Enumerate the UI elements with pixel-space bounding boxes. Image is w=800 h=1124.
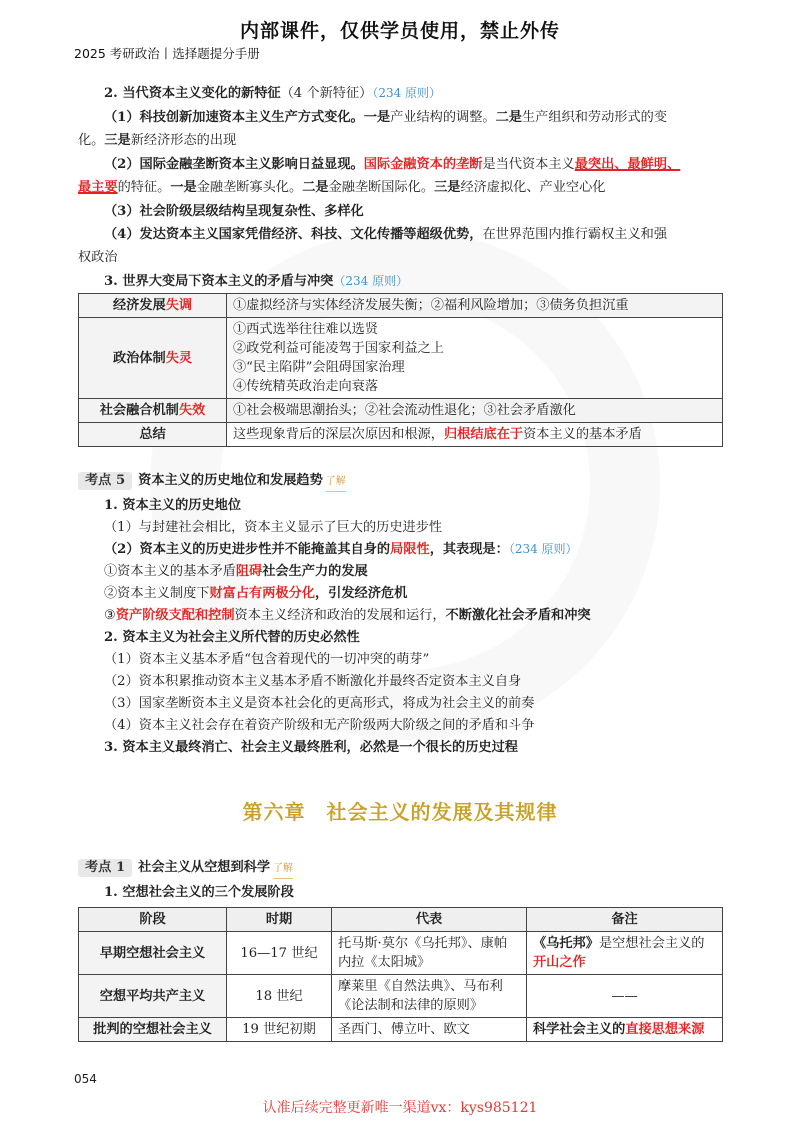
text-span: 资本主义的基本矛盾 [523,427,642,442]
text-span: 这些现象背后的深层次原因和根源， [233,427,444,442]
text-span: ③ [104,608,116,623]
text-span: 的特征。 [117,180,171,195]
heading: 1. 空想社会主义的三个发展阶段 [104,885,294,900]
text-span: （2）资本主义的历史进步性并不能掩盖其自身的 [104,542,391,557]
highlight-text: 阻碍 [235,564,263,579]
row-label-text: 政治体制 [112,350,166,366]
table-row [79,423,723,447]
kaodian-tag: 考点 1 [78,859,132,877]
paragraph-4-line-1 [104,225,667,244]
section-2-title [104,84,441,103]
ordinal-label: 一是 [363,110,391,125]
utopian-socialism-table [78,907,723,1042]
representative-cell [332,932,527,975]
row-label-text: 社会融合机制 [99,403,179,418]
column-header: 阶段 [79,908,227,932]
paragraph-4-line-2: 权政治 [78,250,118,265]
row-label: 总结 [79,423,227,447]
text-span: ②资本主义制度下 [104,586,210,601]
list-item: ④传统精英政治走向衰落 [233,379,379,394]
ordinal-label: 三是 [434,180,461,195]
table-row [79,975,723,1018]
highlight-text: 资产阶级支配和控制 [115,608,235,623]
row-label [79,318,227,399]
kaodian-5-header [78,472,346,490]
list-item [104,540,578,559]
text-span: ，其表现是： [429,542,509,557]
page-number: 054 [74,1072,97,1086]
row-value: ①虚拟经济与实体经济发展失衡；②福利风险增加；③债务负担沉重 [227,294,723,318]
note-cell [527,932,723,975]
period-cell: 16—17 世纪 [227,932,332,975]
highlight-text: 开山之作 [533,955,586,970]
highlight-text: 局限性 [390,542,430,557]
table-row [79,1018,723,1042]
stage-cell: 空想平均共产主义 [79,975,227,1018]
row-label-highlight: 失灵 [165,350,193,366]
list-item: （4）资本主义社会存在着资产阶级和无产阶级两大阶级之间的矛盾和斗争 [104,718,535,733]
text-line: 托马斯·莫尔《乌托邦》、康帕 [338,936,508,951]
highlight-text: 归根结底在于 [444,427,524,442]
stage-cell: 批判的空想社会主义 [79,1018,227,1042]
highlight-text: 最主要 [78,180,118,195]
header-notice: 内部课件，仅供学员使用，禁止外传 [239,20,560,42]
paragraph-2-line-2 [78,178,606,197]
header-subtitle: 2025 考研政治丨选择题提分手册 [74,46,260,61]
list-item [104,584,407,603]
row-value: ①社会极端思潮抬头；②社会流动性退化；③社会矛盾激化 [227,399,723,423]
stage-cell: 早期空想社会主义 [79,932,227,975]
highlight-text: 直接思想来源 [625,1022,705,1037]
row-label-text: 经济发展 [112,298,166,313]
section-2-title-text: 2. 当代资本主义变化的新特征 [104,86,281,101]
list-item: （1）与封建社会相比，资本主义显示了巨大的历史进步性 [104,520,443,535]
list-item: （2）资本积累推动资本主义基本矛盾不断激化并最终否定资本主义自身 [104,674,522,689]
list-item: ②政党利益可能凌驾于国家利益之上 [233,341,444,356]
text-span: 在世界范围内推行霸权主义和强 [482,227,668,242]
row-value [227,318,723,399]
table-row [79,294,723,318]
paragraph-2-heading: （2）国际金融垄断资本主义影响日益显现。 [104,157,364,172]
column-header: 备注 [527,908,723,932]
list-item: （3）国家垄断资本主义是资本社会化的更高形式，将成为社会主义的前奏 [104,696,535,711]
kaodian-title: 社会主义从空想到科学 [138,860,271,875]
column-header: 代表 [332,908,527,932]
row-label [79,294,227,318]
paragraph-1-line-1 [104,108,667,127]
highlight-text: 最突出、最鲜明、 [574,157,681,172]
text-span: 产业结构的调整。 [390,110,496,125]
text-span: 金融垄断国际化。 [328,180,435,195]
footer-notice: 认准后续完整更新唯一渠道vx：kys985121 [262,1100,538,1116]
kaodian-1-header [78,859,293,877]
representative-cell: 圣西门、傅立叶、欧文 [332,1018,527,1042]
text-span: 是空想社会主义的 [598,936,705,951]
text-span: 是当代资本主义 [482,157,575,172]
text-line: 摩莱里《自然法典》、马布利 [338,979,503,994]
note-cell: —— [527,975,723,1018]
contradictions-table [78,293,723,447]
kaodian-title: 资本主义的历史地位和发展趋势 [138,473,323,488]
text-span: 金融垄断寡头化。 [196,180,303,195]
highlight-text: 国际金融资本的垄断 [363,157,483,172]
row-value [227,423,723,447]
paragraph-1-line-2 [78,131,236,150]
citation-tag: （234 原则） [508,542,578,556]
table-row [79,318,723,399]
section-2-title-count: （4 个新特征） [280,86,373,101]
table-row [79,399,723,423]
text-span: 《乌托邦》 [533,936,599,951]
text-line: 《论法制和法律的原则》 [338,998,484,1013]
row-label [79,399,227,423]
understand-badge: 了解 [273,860,293,879]
text-span: 社会生产力的发展 [262,564,368,579]
table-row [79,932,723,975]
paragraph-3: （3）社会阶级层级结构呈现复杂性、多样化 [104,204,364,219]
list-item: ①西式选举往往难以选贤 [233,322,379,337]
paragraph-4-heading: （4）发达资本主义国家凭借经济、科技、文化传播等超级优势， [104,227,483,242]
section-3-title [104,272,408,291]
representative-cell [332,975,527,1018]
understand-badge: 了解 [326,473,346,492]
ordinal-label: 二是 [495,110,522,125]
ordinal-label: 二是 [302,180,329,195]
chapter-title: 第六章 社会主义的发展及其规律 [242,800,558,824]
row-label-highlight: 失调 [165,298,193,313]
heading: 2. 资本主义为社会主义所代替的历史必然性 [104,630,360,645]
text-span: 新经济形态的出现 [130,133,237,148]
highlight-text: 财富占有两极分化 [209,586,315,601]
list-item: （1）资本主义基本矛盾“包含着现代的一切冲突的萌芽” [104,652,430,667]
text-line: 内拉《太阳城》 [338,955,431,970]
period-cell: 19 世纪初期 [227,1018,332,1042]
text-span: ，引发经济危机 [315,586,408,601]
text-span: 经济虚拟化、产业空心化 [460,180,606,195]
text-span: 科学社会主义的 [533,1022,626,1037]
note-cell [527,1018,723,1042]
citation-tag: （234 原则） [333,274,409,288]
heading: 1. 资本主义的历史地位 [104,498,242,513]
list-item: ③“民主陷阱”会阻碍国家治理 [233,360,405,375]
list-item [104,562,368,581]
kaodian-tag: 考点 5 [78,472,132,490]
citation-tag: （234 原则） [372,86,442,100]
column-header: 时期 [227,908,332,932]
table-header-row [79,908,723,932]
ordinal-label: 三是 [104,133,131,148]
text-span: ①资本主义的基本矛盾 [104,564,236,579]
period-cell: 18 世纪 [227,975,332,1018]
section-3-title-text: 3. 世界大变局下资本主义的矛盾与冲突 [104,274,334,289]
heading: 3. 资本主义最终消亡、社会主义最终胜利，必然是一个很长的历史过程 [104,740,518,755]
text-span: 资本主义经济和政治的发展和运行， [234,608,446,623]
paragraph-1-heading: （1）科技创新加速资本主义生产方式变化。 [104,110,364,125]
list-item [104,606,591,625]
ordinal-label: 一是 [170,180,197,195]
text-span: 生产组织和劳动形式的变 [522,110,668,125]
paragraph-2-line-1 [104,155,680,174]
text-span: 不断激化社会矛盾和冲突 [445,608,591,623]
text-span: 化。 [78,133,105,148]
row-label-highlight: 失效 [178,403,206,418]
